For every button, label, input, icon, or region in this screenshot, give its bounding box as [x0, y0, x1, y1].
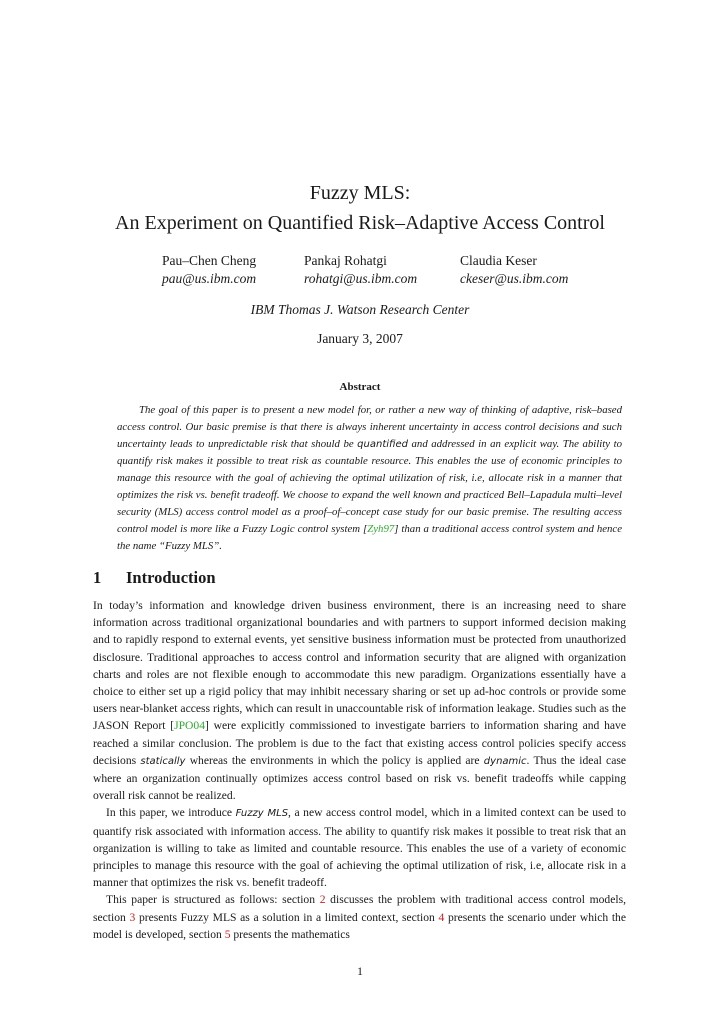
abstract-heading: Abstract: [339, 381, 381, 393]
emphasis-fuzzy-mls: Fuzzy MLS: [235, 808, 289, 820]
author-email: pau@us.ibm.com: [162, 271, 257, 286]
author-name: Pau–Chen Cheng: [162, 253, 257, 268]
emphasis-statically: statically: [140, 755, 186, 767]
section-ref-link[interactable]: 5: [224, 927, 231, 941]
section-ref-link[interactable]: 2: [319, 893, 326, 907]
emphasis-quantified: quantified: [357, 439, 408, 450]
paper-date: January 3, 2007: [317, 331, 403, 346]
section-number: 1: [93, 568, 102, 587]
author-email: ckeser@us.ibm.com: [460, 271, 569, 286]
author-name: Pankaj Rohatgi: [304, 253, 387, 268]
author-2: [304, 252, 417, 288]
emphasis-dynamic: dynamic: [483, 755, 527, 767]
author-email: rohatgi@us.ibm.com: [304, 271, 418, 286]
author-3: [460, 252, 568, 288]
section-body: [93, 597, 626, 943]
title-line-2: An Experiment on Quantified Risk–Adaptive Access Control: [115, 212, 605, 234]
paragraph: This paper is structured as follows: section 2 discusses the problem with traditional access control models, section 3 presents Fuzzy MLS as a solution in a limited context, section 4 presents the scenario under which the model is developed, section 5 presents the mathematics: [93, 893, 626, 941]
paragraph: In today’s information and knowledge driven business environment, there is an increasing need to share information across traditional organizational boundaries and with partners to support informed decision making and to rapidly respond to external events, yet sensitive business information must be protected from unauthorized disclosure. Traditional approaches to access control and information security that are aligned with organization charts and roles are not flexible enough to accommodate this new paradigm. Organizations essentially have a choice to either set up a rigid policy that may inhibit necessary sharing or set up ad-hoc controls or provide some users near-blanket access rights, which can result in unaccountable risk of information leakage. Studies such as the JASON Report [JPO04] were explicitly commissioned to investigate barriers to information sharing and have reached a similar conclusion. The problem is due to the fact that existing access control policies specify access decisions statically whereas the environments in which the policy is applied are dynamic. Thus the ideal case where an organization continually optimizes access control based on risk vs. benefit tradeoffs while capping overall risk cannot be realized.: [93, 599, 627, 803]
author-name: Claudia Keser: [460, 253, 537, 268]
section-title: Introduction: [126, 568, 216, 587]
section-ref-link[interactable]: 4: [438, 910, 445, 924]
citation-link[interactable]: JPO04: [174, 719, 206, 733]
section-heading: [93, 568, 216, 588]
title-line-1: Fuzzy MLS:: [309, 182, 411, 204]
paragraph: In this paper, we introduce Fuzzy MLS, a new access control model, which in a limited context can be used to quantify risk associated with information access. The ability to quantify risk makes it possible to treat risk that an organization is willing to take as limited and countable resource. This enables the use of a variety of economic principles to manage this resource with the goal of achieving the optimal utilization of risk, i.e, allocate risk in a manner that optimizes the risk vs. benefit tradeoff.: [93, 806, 627, 890]
paper-title: [0, 178, 720, 238]
citation-link[interactable]: Zyh97: [367, 523, 395, 535]
page-number: 1: [357, 964, 363, 978]
section-ref-link[interactable]: 3: [129, 910, 136, 924]
abstract-text: The goal of this paper is to present a new model for, or rather a new way of thinking of adaptive, risk–based access control. Our basic premise is that there is always inherent uncertainty in access control decisions and such uncertainty leads to unpredictable risk that should be quantified and addressed in an explicit way. The ability to quantify risk makes it possible to treat risk as countable resource. This enables the use of economic principles to manage this resource with the goal of achieving the optimal utilization of risk, i.e, allocate risk in a manner that optimizes the risk vs. benefit tradeoff. We choose to expand the well known and practiced Bell–Lapadula multi–level security (MLS) access control model as a proof–of–concept case study for our basic premise. The resulting access control model is more like a Fuzzy Logic control system [Zyh97] than a traditional access control system and hence the name “Fuzzy MLS”.: [117, 404, 622, 552]
affiliation: IBM Thomas J. Watson Research Center: [250, 302, 470, 317]
author-1: [162, 252, 256, 288]
